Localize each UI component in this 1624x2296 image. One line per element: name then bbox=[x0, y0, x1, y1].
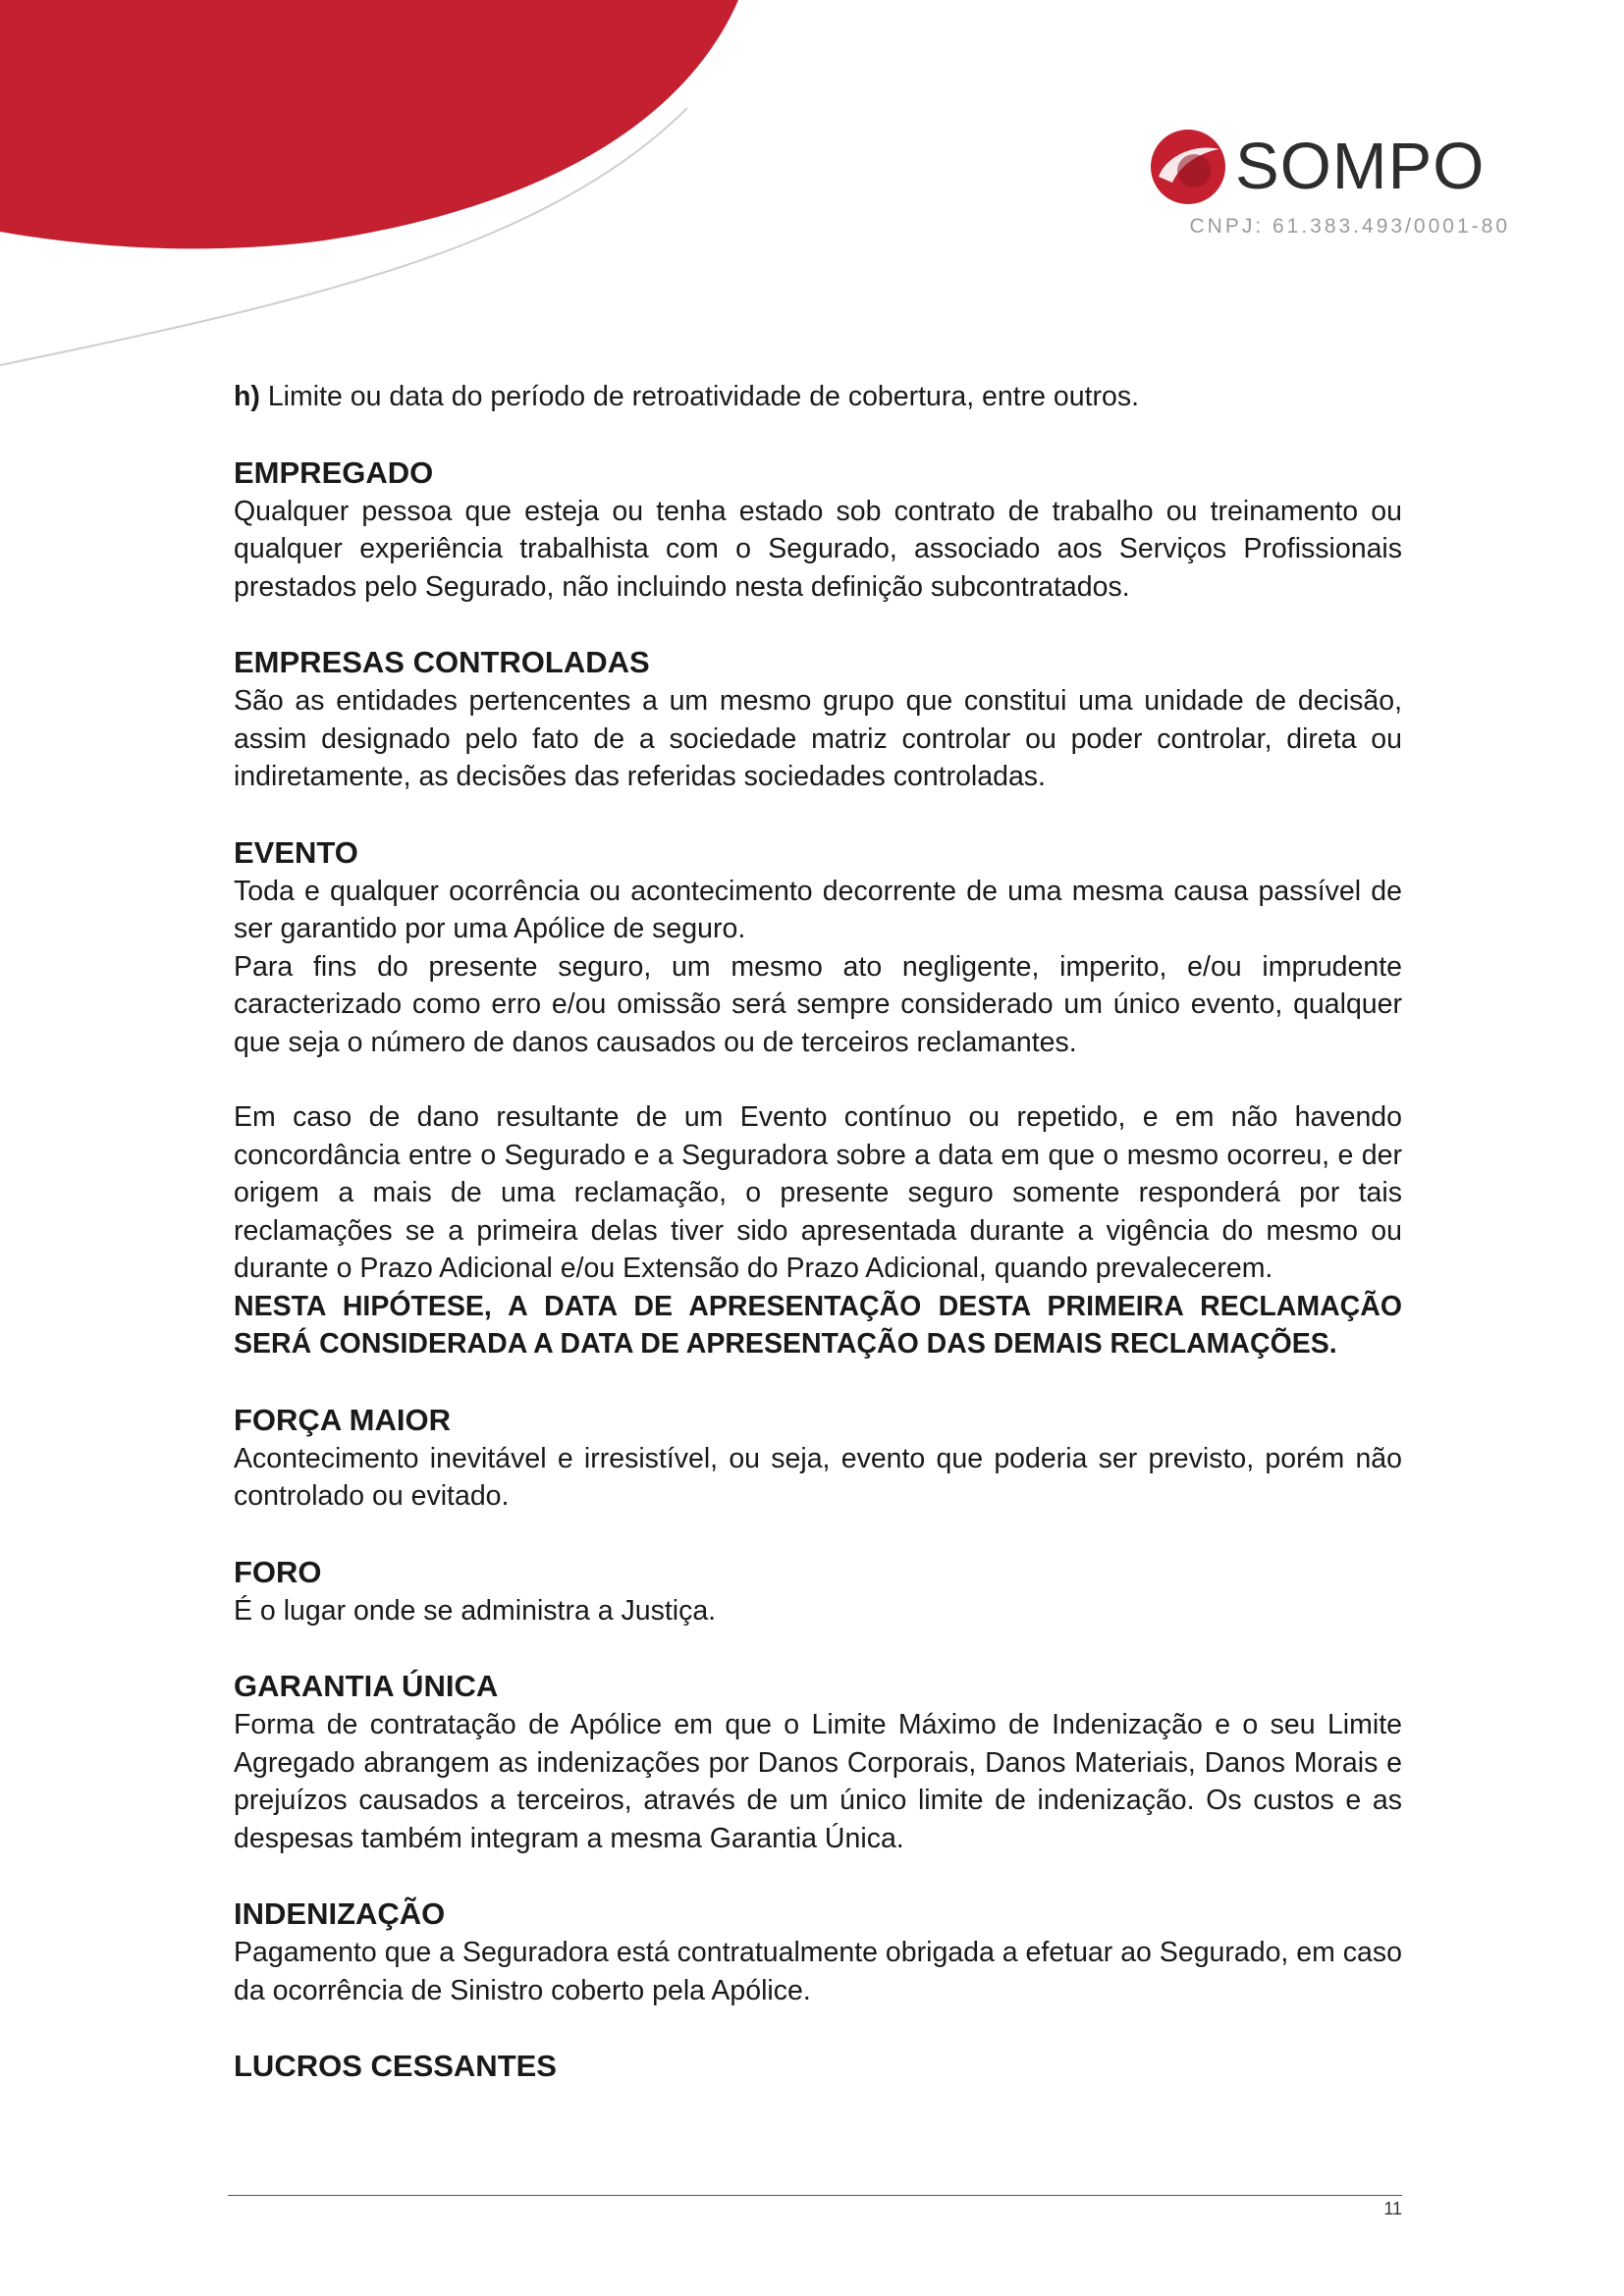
section-empregado bbox=[234, 454, 1402, 607]
section-foro bbox=[234, 1553, 1402, 1630]
section-forca-maior bbox=[234, 1401, 1402, 1516]
section-text: São as entidades pertencentes a um mesmo grupo que constitui uma unidade de decisão, assim designado pelo fato de a sociedade matriz controlar ou poder controlar, direta ou indiretamente, as decisões das referidas sociedades controladas. bbox=[234, 685, 1402, 792]
section-lucros-cessantes bbox=[234, 2047, 1402, 2086]
page-number: 11 bbox=[1383, 2199, 1402, 2218]
company-logo bbox=[1147, 126, 1512, 243]
section-title: EMPREGADO bbox=[234, 454, 434, 490]
section-paragraph-1: Toda e qualquer ocorrência ou acontecimento decorrente de uma mesma causa passível de ser garantido por uma Apólice de seguro. bbox=[234, 875, 1402, 944]
section-title: FORÇA MAIOR bbox=[234, 1402, 451, 1437]
section-emphasis: NESTA HIPÓTESE, A DATA DE APRESENTAÇÃO DESTA PRIMEIRA RECLAMAÇÃO SERÁ CONSIDERADA A DATA DE APRESENTAÇÃO DAS DEMAIS RECLAMAÇÕES. bbox=[234, 1290, 1402, 1360]
section-text: Pagamento que a Seguradora está contratualmente obrigada a efetuar ao Segurado, em caso da ocorrência de Sinistro coberto pela Apólice. bbox=[234, 1937, 1402, 2006]
sompo-logo-icon bbox=[1147, 126, 1229, 208]
section-title: INDENIZAÇÃO bbox=[234, 1896, 446, 1931]
footer-divider bbox=[228, 2195, 1402, 2196]
section-title: EMPRESAS CONTROLADAS bbox=[234, 645, 650, 679]
section-garantia-unica bbox=[234, 1667, 1402, 1857]
intro-label: h) bbox=[234, 381, 260, 412]
section-text: Qualquer pessoa que esteja ou tenha estado sob contrato de trabalho ou treinamento ou qualquer experiência trabalhista com o Segurado, associado aos Serviços Profissionais prestados pelo Segurado, não incluindo nesta definição subcontratados. bbox=[234, 495, 1402, 603]
cnpj-text: CNPJ: 61.383.493/0001-80 bbox=[1189, 215, 1510, 238]
logo-wordmark: SOMPO bbox=[1235, 130, 1486, 203]
section-title: GARANTIA ÚNICA bbox=[234, 1669, 499, 1703]
section-title: FORO bbox=[234, 1554, 322, 1589]
section-indenizacao bbox=[234, 1895, 1402, 2009]
section-text: Acontecimento inevitável e irresistível, ou seja, evento que poderia ser previsto, porém não controlado ou evitado. bbox=[234, 1442, 1402, 1512]
section-paragraph-3: Em caso de dano resultante de um Evento contínuo ou repetido, e em não havendo concordância entre o Segurado e a Seguradora sobre a data em que o mesmo ocorreu, e der origem a mais de uma reclamação, o presente seguro somente responderá por tais reclamações se a primeira delas tiver sido apresentada durante a vigência do mesmo ou durante o Prazo Adicional e/ou Extensão do Prazo Adicional, quando prevalecerem. bbox=[234, 1101, 1402, 1284]
intro-text: Limite ou data do período de retroatividade de cobertura, entre outros. bbox=[267, 381, 1140, 412]
section-text: Forma de contratação de Apólice em que o Limite Máximo de Indenização e o seu Limite Agregado abrangem as indenizações por Danos Corporais, Danos Materiais, Danos Morais e prejuízos causados a terceiros, através de um único limite de indenização. Os custos e as despesas também integram a mesma Garantia Única. bbox=[234, 1709, 1402, 1854]
document-body bbox=[234, 378, 1402, 2086]
intro-item bbox=[234, 378, 1402, 416]
section-evento bbox=[234, 833, 1402, 1363]
section-empresas-controladas bbox=[234, 643, 1402, 796]
section-paragraph-2: Para fins do presente seguro, um mesmo ato negligente, imperito, e/ou imprudente caracterizado como erro e/ou omissão será sempre considerado um único evento, qualquer que seja o número de danos causados ou de terceiros reclamantes. bbox=[234, 950, 1402, 1058]
section-text: É o lugar onde se administra a Justiça. bbox=[234, 1594, 717, 1627]
red-arc-shape bbox=[0, 0, 738, 248]
section-title: EVENTO bbox=[234, 834, 358, 870]
section-title: LUCROS CESSANTES bbox=[234, 2049, 557, 2083]
